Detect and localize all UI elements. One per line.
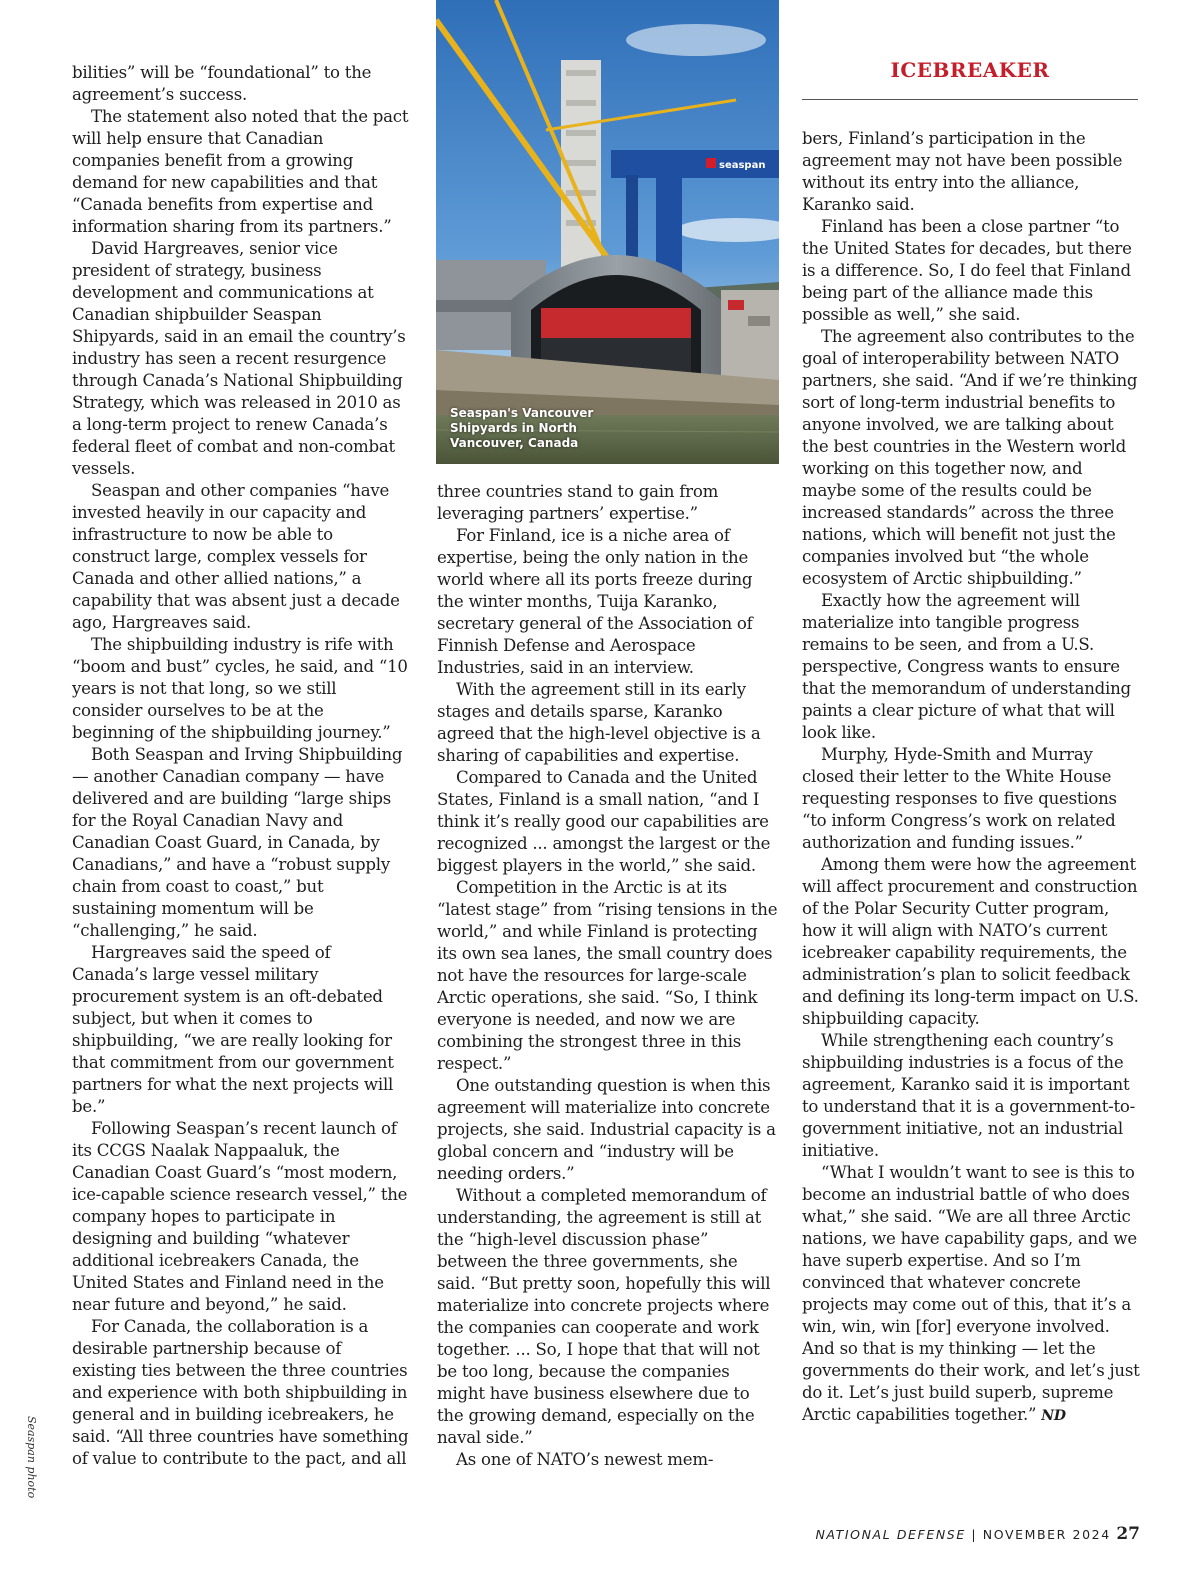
paragraph: While strengthening each country’s shipbuilding industries is a focus of the agreement, Karanko said it is important to understand that it is a government-to-government initiative, not an industrial initiative.: [802, 1031, 1136, 1160]
paragraph: Exactly how the agreement will materialize into tangible progress remains to be seen, and from a U.S. perspective, Congress wants to ensure that the memorandum of understanding paints a clear picture of what that will look like.: [802, 591, 1131, 742]
page-number: 27: [1116, 1524, 1140, 1544]
paragraph: For Canada, the collaboration is a desirable partnership because of existing ties between the three countries and experience with both shipbuilding in general and in building icebreakers, he said. “All three countries have something of value to contribute to the pact, and all: [72, 1317, 409, 1468]
paragraph: Compared to Canada and the United States, Finland is a small nation, “and I think it’s really good our capabilities are recognized ... amongst the largest or the biggest players in the world,” she said.: [437, 768, 771, 875]
footer-separator: |: [971, 1527, 978, 1542]
paragraph: The statement also noted that the pact will help ensure that Canadian companies benefit from a growing demand for new capabilities and that “Canada benefits from expertise and information sharing from its partners.”: [72, 107, 409, 236]
page-footer: [815, 1524, 1140, 1544]
paragraph: Following Seaspan’s recent launch of its CCGS Naalak Nappaaluk, the Canadian Coast Guard’s “most modern, ice-capable science research vessel,” the company hopes to participate in designing and building “whatever additional icebreakers Canada, the United States and Finland need in the near future and beyond,” he said.: [72, 1119, 408, 1314]
shipyard-photo: [436, 0, 779, 464]
section-label: ICEBREAKER: [890, 58, 1050, 82]
end-mark: ND: [1041, 1408, 1066, 1424]
paragraph: Among them were how the agreement will affect procurement and construction of the Polar Security Cutter program, how it will align with NATO’s current icebreaker capability requirements, the administration’s plan to solicit feedback and defining its long-term impact on U.S. shipbuilding capacity.: [802, 855, 1139, 1028]
paragraph: bers, Finland’s participation in the agreement may not have been possible without its entry into the alliance, Karanko said.: [802, 129, 1123, 214]
photo-caption: Seaspan's Vancouver Shipyards in North Vancouver, Canada: [450, 406, 594, 450]
paragraph: David Hargreaves, senior vice president of strategy, business development and communications at Canadian shipbuilder Seaspan Shipyards, said in an email the country’s industry has seen a recent resurgence through Canada’s National Shipbuilding Strategy, which was released in 2010 as a long-term project to renew Canada’s federal fleet of combat and non-combat vessels.: [72, 239, 406, 478]
paragraph: bilities” will be “foundational” to the agreement’s success.: [72, 63, 372, 104]
paragraph: [802, 1162, 1140, 1427]
paragraph: Hargreaves said the speed of Canada’s large vessel military procurement system is an oft-debated subject, but when it comes to shipbuilding, “we are really looking for that commitment from our government partners for what the next projects will be.”: [72, 943, 394, 1116]
paragraph: The agreement also contributes to the goal of interoperability between NATO partners, she said. “And if we’re thinking sort of long-term industrial benefits to anyone involved, we are talking about the best countries in the Western world working on this together now, and maybe some of the results could be increased standards” across the three nations, which will benefit not just the companies involved but “the whole ecosystem of Arctic shipbuilding.”: [802, 327, 1138, 588]
article-column-2: [437, 481, 779, 1471]
paragraph: three countries stand to gain from leveraging partners’ expertise.”: [437, 482, 719, 523]
article-column-3: [802, 128, 1140, 1427]
paragraph: Finland has been a close partner “to the United States for decades, but there is a difference. So, I do feel that Finland being part of the alliance made this possible as well,” she said.: [802, 217, 1132, 324]
paragraph: Seaspan and other companies “have invested heavily in our capacity and infrastructure to now be able to construct large, complex vessels for Canada and other allied nations,” a capability that was absent just a decade ago, Hargreaves said.: [72, 481, 400, 632]
paragraph: As one of NATO’s newest mem-: [456, 1450, 714, 1469]
issue-date: NOVEMBER 2024: [982, 1527, 1111, 1542]
paragraph: Competition in the Arctic is at its “latest stage” from “rising tensions in the world,” and while Finland is protecting its own sea lanes, the small country does not have the resources for large-scale Arctic operations, she said. “So, I think everyone is needed, and now we are combining the strongest three in this respect.”: [437, 878, 778, 1073]
photo-credit: Seaspan photo: [25, 1416, 38, 1499]
paragraph: Both Seaspan and Irving Shipbuilding — another Canadian company — have delivered and are building “large ships for the Royal Canadian Navy and Canadian Coast Guard, in Canada, by Canadians,” and have a “robust supply chain from coast to coast,” but sustaining momentum will be “challenging,” he said.: [72, 745, 403, 940]
paragraph: Without a completed memorandum of understanding, the agreement is still at the “high-level discussion phase” between the three governments, she said. “But pretty soon, hopefully this will materialize into concrete projects where the companies can cooperate and work together. ... So, I hope that that will not be too long, because the companies might have business elsewhere due to the growing demand, especially on the naval side.”: [437, 1186, 771, 1447]
paragraph: For Finland, ice is a niche area of expertise, being the only nation in the world where all its ports freeze during the winter months, Tuija Karanko, secretary general of the Association of Finnish Defense and Aerospace Industries, said in an interview.: [437, 526, 753, 677]
article-column-1: [72, 62, 410, 1470]
section-divider: [802, 99, 1138, 100]
magazine-name: NATIONAL DEFENSE: [815, 1527, 966, 1542]
paragraph: With the agreement still in its early stages and details sparse, Karanko agreed that the high-level objective is a sharing of capabilities and expertise.: [437, 680, 761, 765]
paragraph-text: “What I wouldn’t want to see is this to become an industrial battle of who does what,” she said. “We are all three Arctic nations, we have capability gaps, and we have superb expertise. And so I’m convinced that whatever concrete projects may come out of this, that it’s a win, win, win [for] everyone involved. And so that is my thinking — let the governments do their work, and let’s just do it. Let’s just build superb, supreme Arctic capabilities together.”: [802, 1163, 1140, 1424]
paragraph: One outstanding question is when this agreement will materialize into concrete projects, she said. Industrial capacity is a global concern and “industry will be needing orders.”: [437, 1076, 776, 1183]
paragraph: The shipbuilding industry is rife with “boom and bust” cycles, he said, and “10 years is not that long, so we still consider ourselves to be at the beginning of the shipbuilding journey.”: [72, 635, 408, 742]
paragraph: Murphy, Hyde-Smith and Murray closed their letter to the White House requesting responses to five questions “to inform Congress’s work on related authorization and funding issues.”: [802, 745, 1117, 852]
crane-sign-label: seaspan: [719, 160, 766, 171]
